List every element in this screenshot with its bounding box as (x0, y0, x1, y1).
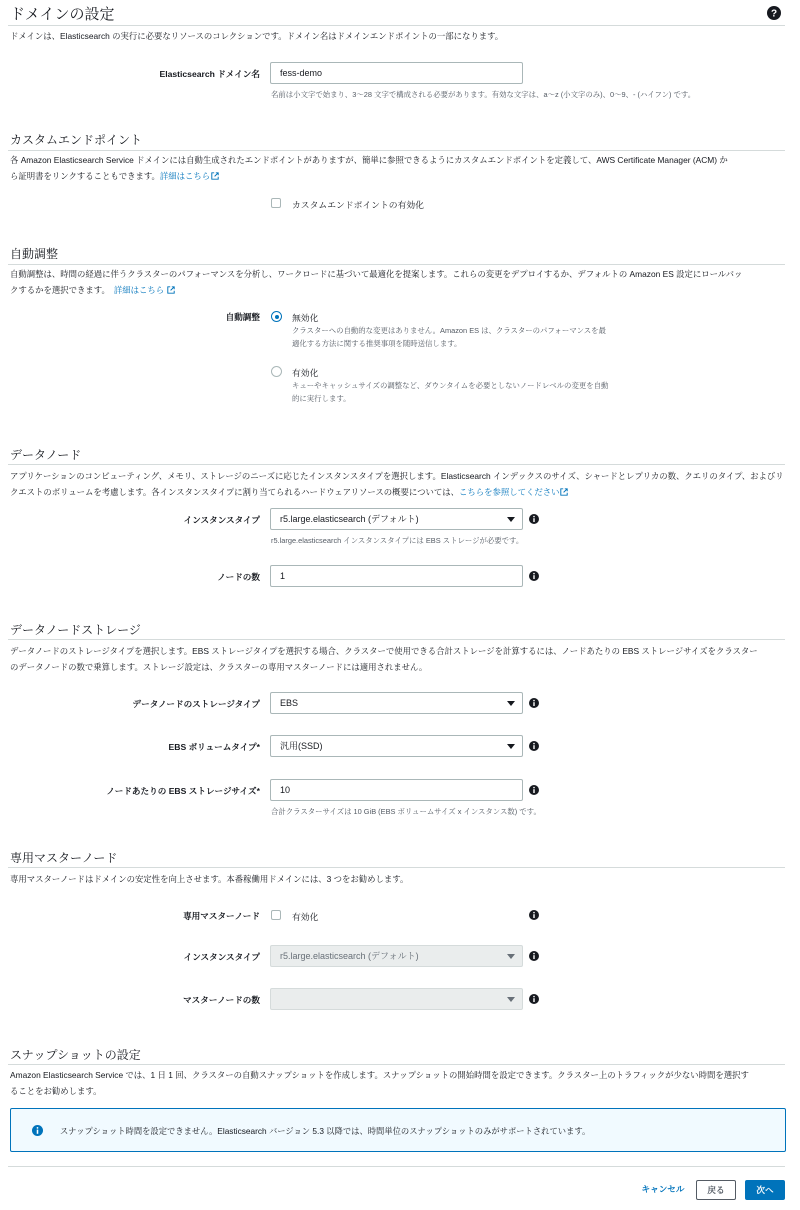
storage-title: データノードストレージ (10, 623, 141, 637)
divider (8, 464, 785, 465)
divider (8, 150, 785, 151)
auto-tune-enable-radio[interactable] (271, 366, 282, 377)
back-button[interactable]: 戻る (696, 1180, 736, 1200)
auto-tune-disable-radio[interactable] (271, 311, 282, 322)
snapshot-description: Amazon Elasticsearch Service では、1 日 1 回、クラスターの自動スナップショットを作成します。スナップショットの開始時間を設定できます。クラスター上のトラフィックが少ない時間を選択す ることをお勧めします。 (10, 1070, 749, 1096)
next-button[interactable]: 次へ (745, 1180, 785, 1200)
master-count-select[interactable] (270, 988, 523, 1010)
external-link-icon (167, 286, 175, 294)
dedicated-master-label: 専用マスターノード (183, 911, 260, 921)
chevron-down-icon (507, 517, 515, 522)
custom-endpoint-description: 各 Amazon Elasticsearch Service ドメインには自動生成されたエンドポイントがありますが、簡単に参照できるようにカスタムエンドポイントを定義して、AWS Certificate Manager (ACM) か ら証明書をリンクすることもできます。詳細はこちら (10, 155, 728, 181)
volume-type-select[interactable]: 汎用(SSD) (270, 735, 523, 757)
storage-type-select[interactable]: EBS (270, 692, 523, 714)
auto-tune-description: 自動調整は、時間の経過に伴うクラスターのパフォーマンスを分析し、ワークロードに基づいて最適化を提案します。これらの変更をデプロイするか、デフォルトの Amazon ES 設定にロールバッ クするかを選択できます。 詳細はこちら (10, 269, 743, 295)
auto-tune-title: 自動調整 (10, 247, 59, 261)
domain-name-label: Elasticsearch ドメイン名 (159, 69, 260, 79)
data-nodes-title: データノード (10, 448, 82, 462)
snapshot-title: スナップショットの設定 (10, 1048, 141, 1062)
storage-type-label: データノードのストレージタイプ (132, 699, 260, 709)
volume-size-label: ノードあたりの EBS ストレージサイズ* (106, 786, 260, 796)
page-title: ドメインの設定 (10, 6, 115, 23)
auto-tune-learn-more-link[interactable]: 詳細はこちら (114, 285, 176, 295)
instance-type-label: インスタンスタイプ (183, 515, 260, 525)
custom-endpoint-checkbox-label: カスタムエンドポイントの有効化 (292, 200, 424, 210)
svg-text:?: ? (770, 8, 778, 20)
info-icon[interactable] (529, 571, 539, 581)
external-link-icon (560, 488, 568, 496)
instance-type-select[interactable]: r5.large.elasticsearch (デフォルト) (270, 508, 523, 530)
domain-name-input[interactable]: fess-demo (270, 62, 523, 84)
chevron-down-icon (507, 701, 515, 706)
divider (8, 1166, 785, 1167)
custom-endpoint-title: カスタムエンドポイント (10, 133, 143, 147)
volume-size-input[interactable]: 10 (270, 779, 523, 801)
node-count-input[interactable]: 1 (270, 565, 523, 587)
master-instance-type-label: インスタンスタイプ (183, 952, 260, 962)
dedicated-master-enable-label: 有効化 (292, 912, 319, 922)
snapshot-info-alert (10, 1108, 786, 1152)
chevron-down-icon (507, 744, 515, 749)
cancel-button[interactable]: キャンセル (641, 1184, 685, 1194)
snapshot-alert-text: スナップショット時間を設定できません。Elasticsearch バージョン 5.3 以降では、時間単位のスナップショットのみがサポートされています。 (60, 1126, 591, 1136)
divider (8, 264, 785, 265)
custom-endpoint-learn-more-link[interactable]: 詳細はこちら (160, 171, 219, 181)
info-icon[interactable] (529, 994, 539, 1004)
node-count-label: ノードの数 (217, 572, 260, 582)
divider (8, 25, 785, 26)
storage-description: データノードのストレージタイプを選択します。EBS ストレージタイプを選択する場合、クラスターで使用できる合計ストレージを計算するには、ノードあたりの EBS ストレージサイズをクラスター のデータノードの数で乗算します。ストレージ設定は、クラスターの専用マスターノードには適用されません。 (10, 646, 758, 672)
info-icon[interactable] (529, 951, 539, 961)
info-icon[interactable] (529, 698, 539, 708)
external-link-icon (211, 172, 219, 180)
volume-type-label: EBS ボリュームタイプ* (168, 742, 260, 752)
domain-description: ドメインは、Elasticsearch の実行に必要なリソースのコレクションです。ドメイン名はドメインエンドポイントの一部になります。 (10, 31, 504, 41)
custom-endpoint-checkbox[interactable] (271, 198, 281, 208)
auto-tune-disable-desc: クラスターへの自動的な変更はありません。Amazon ES は、クラスターのパフォーマンスを最 適化する方法に関する推奨事項を随時送信します。 (292, 326, 606, 348)
info-icon[interactable] (529, 514, 539, 524)
chevron-down-icon (507, 997, 515, 1002)
divider (8, 639, 785, 640)
divider (8, 1064, 785, 1065)
auto-tune-enable-title: 有効化 (292, 368, 319, 378)
dedicated-master-checkbox[interactable] (271, 910, 281, 920)
master-count-label: マスターノードの数 (183, 995, 260, 1005)
info-icon[interactable] (529, 910, 539, 920)
master-nodes-description: 専用マスターノードはドメインの安定性を向上させます。本番稼働用ドメインには、3 つをお勧めします。 (10, 874, 409, 884)
chevron-down-icon (507, 954, 515, 959)
instance-type-hint: r5.large.elasticsearch インスタンスタイプには EBS ストレージが必要です。 (271, 536, 524, 545)
info-icon[interactable] (529, 785, 539, 795)
divider (8, 867, 785, 868)
help-circle-icon[interactable] (767, 6, 781, 20)
auto-tune-disable-title: 無効化 (292, 313, 319, 323)
instance-types-link[interactable]: こちらを参照してください (459, 487, 569, 497)
master-nodes-title: 専用マスターノード (10, 851, 118, 865)
auto-tune-label: 自動調整 (225, 312, 260, 322)
info-icon[interactable] (529, 741, 539, 751)
domain-name-hint: 名前は小文字で始まり、3～28 文字で構成される必要があります。有効な文字は、a～z (小文字のみ)、0～9、- (ハイフン) です。 (271, 90, 696, 99)
master-instance-type-select[interactable]: r5.large.elasticsearch (デフォルト) (270, 945, 523, 967)
auto-tune-enable-desc: キューやキャッシュサイズの調整など、ダウンタイムを必要としないノードレベルの変更を自動 的に実行します。 (292, 381, 609, 403)
data-nodes-description: アプリケーションのコンピューティング、メモリ、ストレージのニーズに応じたインスタンスタイプを選択します。Elasticsearch インデックスのサイズ、シャードとレプリカの数、クエリのタイプ、およびリ クエストのボリュームを考慮します。各インスタンスタイプに割り当てられるハードウェアリソースの概要については、こちらを参照してください (10, 471, 784, 497)
volume-size-hint: 合計クラスターサイズは 10 GiB (EBS ボリュームサイズ x インスタンス数) です。 (271, 807, 541, 816)
info-icon (32, 1125, 43, 1136)
